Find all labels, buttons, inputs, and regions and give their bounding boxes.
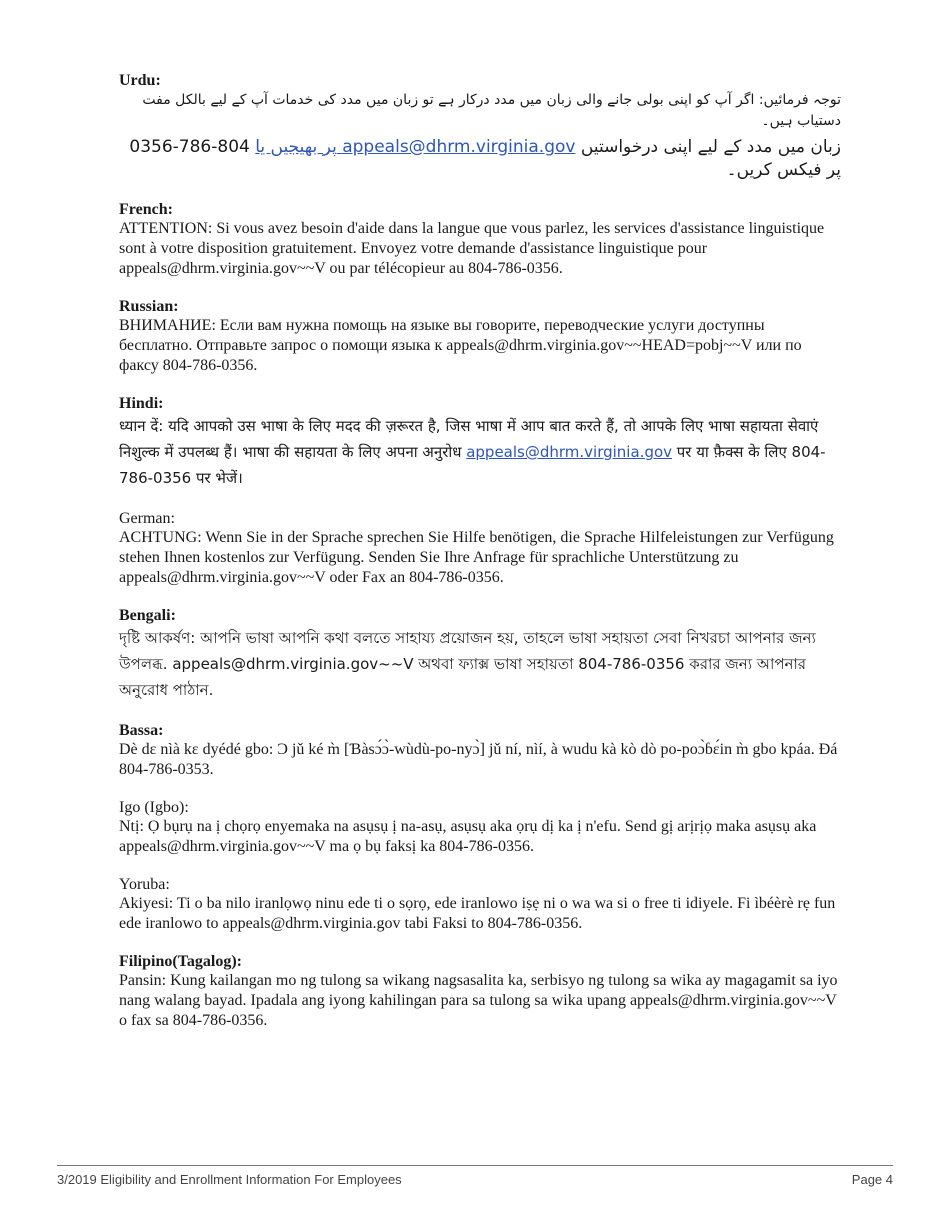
footer-divider [57, 1165, 893, 1166]
heading-yoruba: Yoruba: [119, 876, 170, 893]
heading-urdu: Urdu: [119, 72, 161, 89]
bassa-text: Dè dɛ nìà kɛ dyédé gbo: Ɔ jǔ ké m̀ [Ɓàsɔ́ɔ̀-wùdù-po-nyɔ̀] jǔ ní, nìí, à wudu kà kò dò po-poɔ̀ɓɛ́in m̀ gbo kpáa. Ɖá 804-786-0353. [119, 741, 838, 778]
heading-filipino: Filipino(Tagalog): [119, 953, 242, 970]
heading-bassa: Bassa: [119, 722, 164, 739]
bengali-text: দৃষ্টি আকর্ষণ: আপনি ভাষা আপনি কথা বলতে সাহায্য প্রয়োজন হয়, তাহলে ভাষা সহায়তা সেবা নিখরচা আপনার জন্য উপলব্ধ. appeals@dhrm.virginia.gov~~V অথবা ফ্যাক্স ভাষা সহায়তা 804-786-0356 করার জন্য আপনার অনুরোধ পাঠান. [119, 629, 816, 699]
urdu-text-c: 804-786-0356 پر فیکس کریں۔ [129, 137, 841, 180]
section-german [119, 509, 841, 588]
filipino-text: Pansin: Kung kailangan mo ng tulong sa wikang nagsasalita ka, serbisyo ng tulong sa wika ay magagamit sa iyo nang walang bayad. Ipadala ang iyong kahilingan para sa tulong sa wika upang appeals@dhrm.virginia.gov~~V o fax sa 804-786-0356. [119, 972, 838, 1029]
heading-hindi: Hindi: [119, 395, 164, 412]
document-body [119, 71, 841, 1049]
german-text: ACHTUNG: Wenn Sie in der Sprache sprechen Sie Hilfe benötigen, die Sprache Hilfeleistungen zur Verfügung stehen Ihnen kostenlos zur Verfügung. Senden Sie Ihre Anfrage für sprachliche Unterstützung zu appeals@dhrm.virginia.gov~~V oder Fax an 804-786-0356. [119, 529, 834, 586]
footer-page-number: Page 4 [851, 1172, 893, 1187]
heading-russian: Russian: [119, 298, 179, 315]
heading-german: German: [119, 510, 175, 527]
section-yoruba [119, 875, 841, 934]
section-bengali [119, 606, 841, 703]
section-bassa [119, 721, 841, 780]
section-igbo [119, 798, 841, 857]
section-french [119, 200, 841, 279]
yoruba-text: Akiyesi: Ti o ba nilo iranlọwọ ninu ede ti o sọrọ, ede iranlowo iṣẹ ni o wa wa si o free ti idiyele. Fi ìbéèrè rẹ fun ede iranlowo to appeals@dhrm.virginia.gov tabi Faksi to 804-786-0356. [119, 895, 836, 932]
igbo-text: Ntị: Ọ bụrụ na ị chọrọ enyemaka na asụsụ ị na-asụ, asụsụ aka ọrụ dị ka ị n'efu. Send gị arịrịọ maka asụsụ aka appeals@dhrm.virginia.gov~~V ma ọ bụ faksị ka 804-786-0356. [119, 818, 817, 855]
urdu-email: appeals@dhrm.virginia.gov [342, 137, 576, 157]
hindi-text-a: ध्यान दें: यदि आपको उस भाषा के लिए मदद की ज़रूरत है, जिस भाषा में आप बात करते हैं, तो आपके लिए भाषा सहायता सेवाएं निशुल्क में उपलब्ध हैं। भाषा की सहायता के लिए अपना अनुरोध [119, 417, 819, 461]
urdu-text-line1: توجہ فرمائیں: اگر آپ کو اپنی بولی جانے والی زبان میں مدد درکار ہے تو زبان میں مدد کی خدمات آپ کے لیے بالکل مفت دستیاب ہیں۔ [142, 92, 841, 129]
footer-document-title: 3/2019 Eligibility and Enrollment Information For Employees [57, 1172, 402, 1187]
urdu-text-b: پر بھیجیں یا [255, 137, 337, 157]
heading-bengali: Bengali: [119, 607, 176, 624]
section-urdu [119, 71, 841, 182]
heading-french: French: [119, 201, 173, 218]
french-text: ATTENTION: Si vous avez besoin d'aide dans la langue que vous parlez, les services d'assistance linguistique sont à votre disposition gratuitement. Envoyez votre demande d'assistance linguistique pour appeals@dhrm.virginia.gov~~V ou par télécopieur au 804-786-0356. [119, 220, 825, 277]
section-hindi [119, 394, 841, 491]
hindi-email-link[interactable]: appeals@dhrm.virginia.gov [466, 443, 673, 461]
hindi-text [119, 413, 841, 491]
russian-text: ВНИМАНИЕ: Если вам нужна помощь на языке вы говорите, переводческие услуги доступны бесплатно. Отправьте запрос о помощи языка к appeals@dhrm.virginia.gov~~HEAD=pobj~~V или по факсу 804-786-0356. [119, 317, 802, 374]
section-russian [119, 297, 841, 376]
urdu-text-a: زبان میں مدد کے لیے اپنی درخواستیں [580, 137, 841, 157]
urdu-email-link[interactable] [255, 137, 575, 157]
heading-igbo: Igo (Igbo): [119, 799, 189, 816]
urdu-text-line2 [119, 136, 841, 182]
section-filipino [119, 952, 841, 1031]
hindi-text-b: पर या फ़ैक्स के लिए 804-786-0356 पर भेजें। [119, 443, 826, 487]
